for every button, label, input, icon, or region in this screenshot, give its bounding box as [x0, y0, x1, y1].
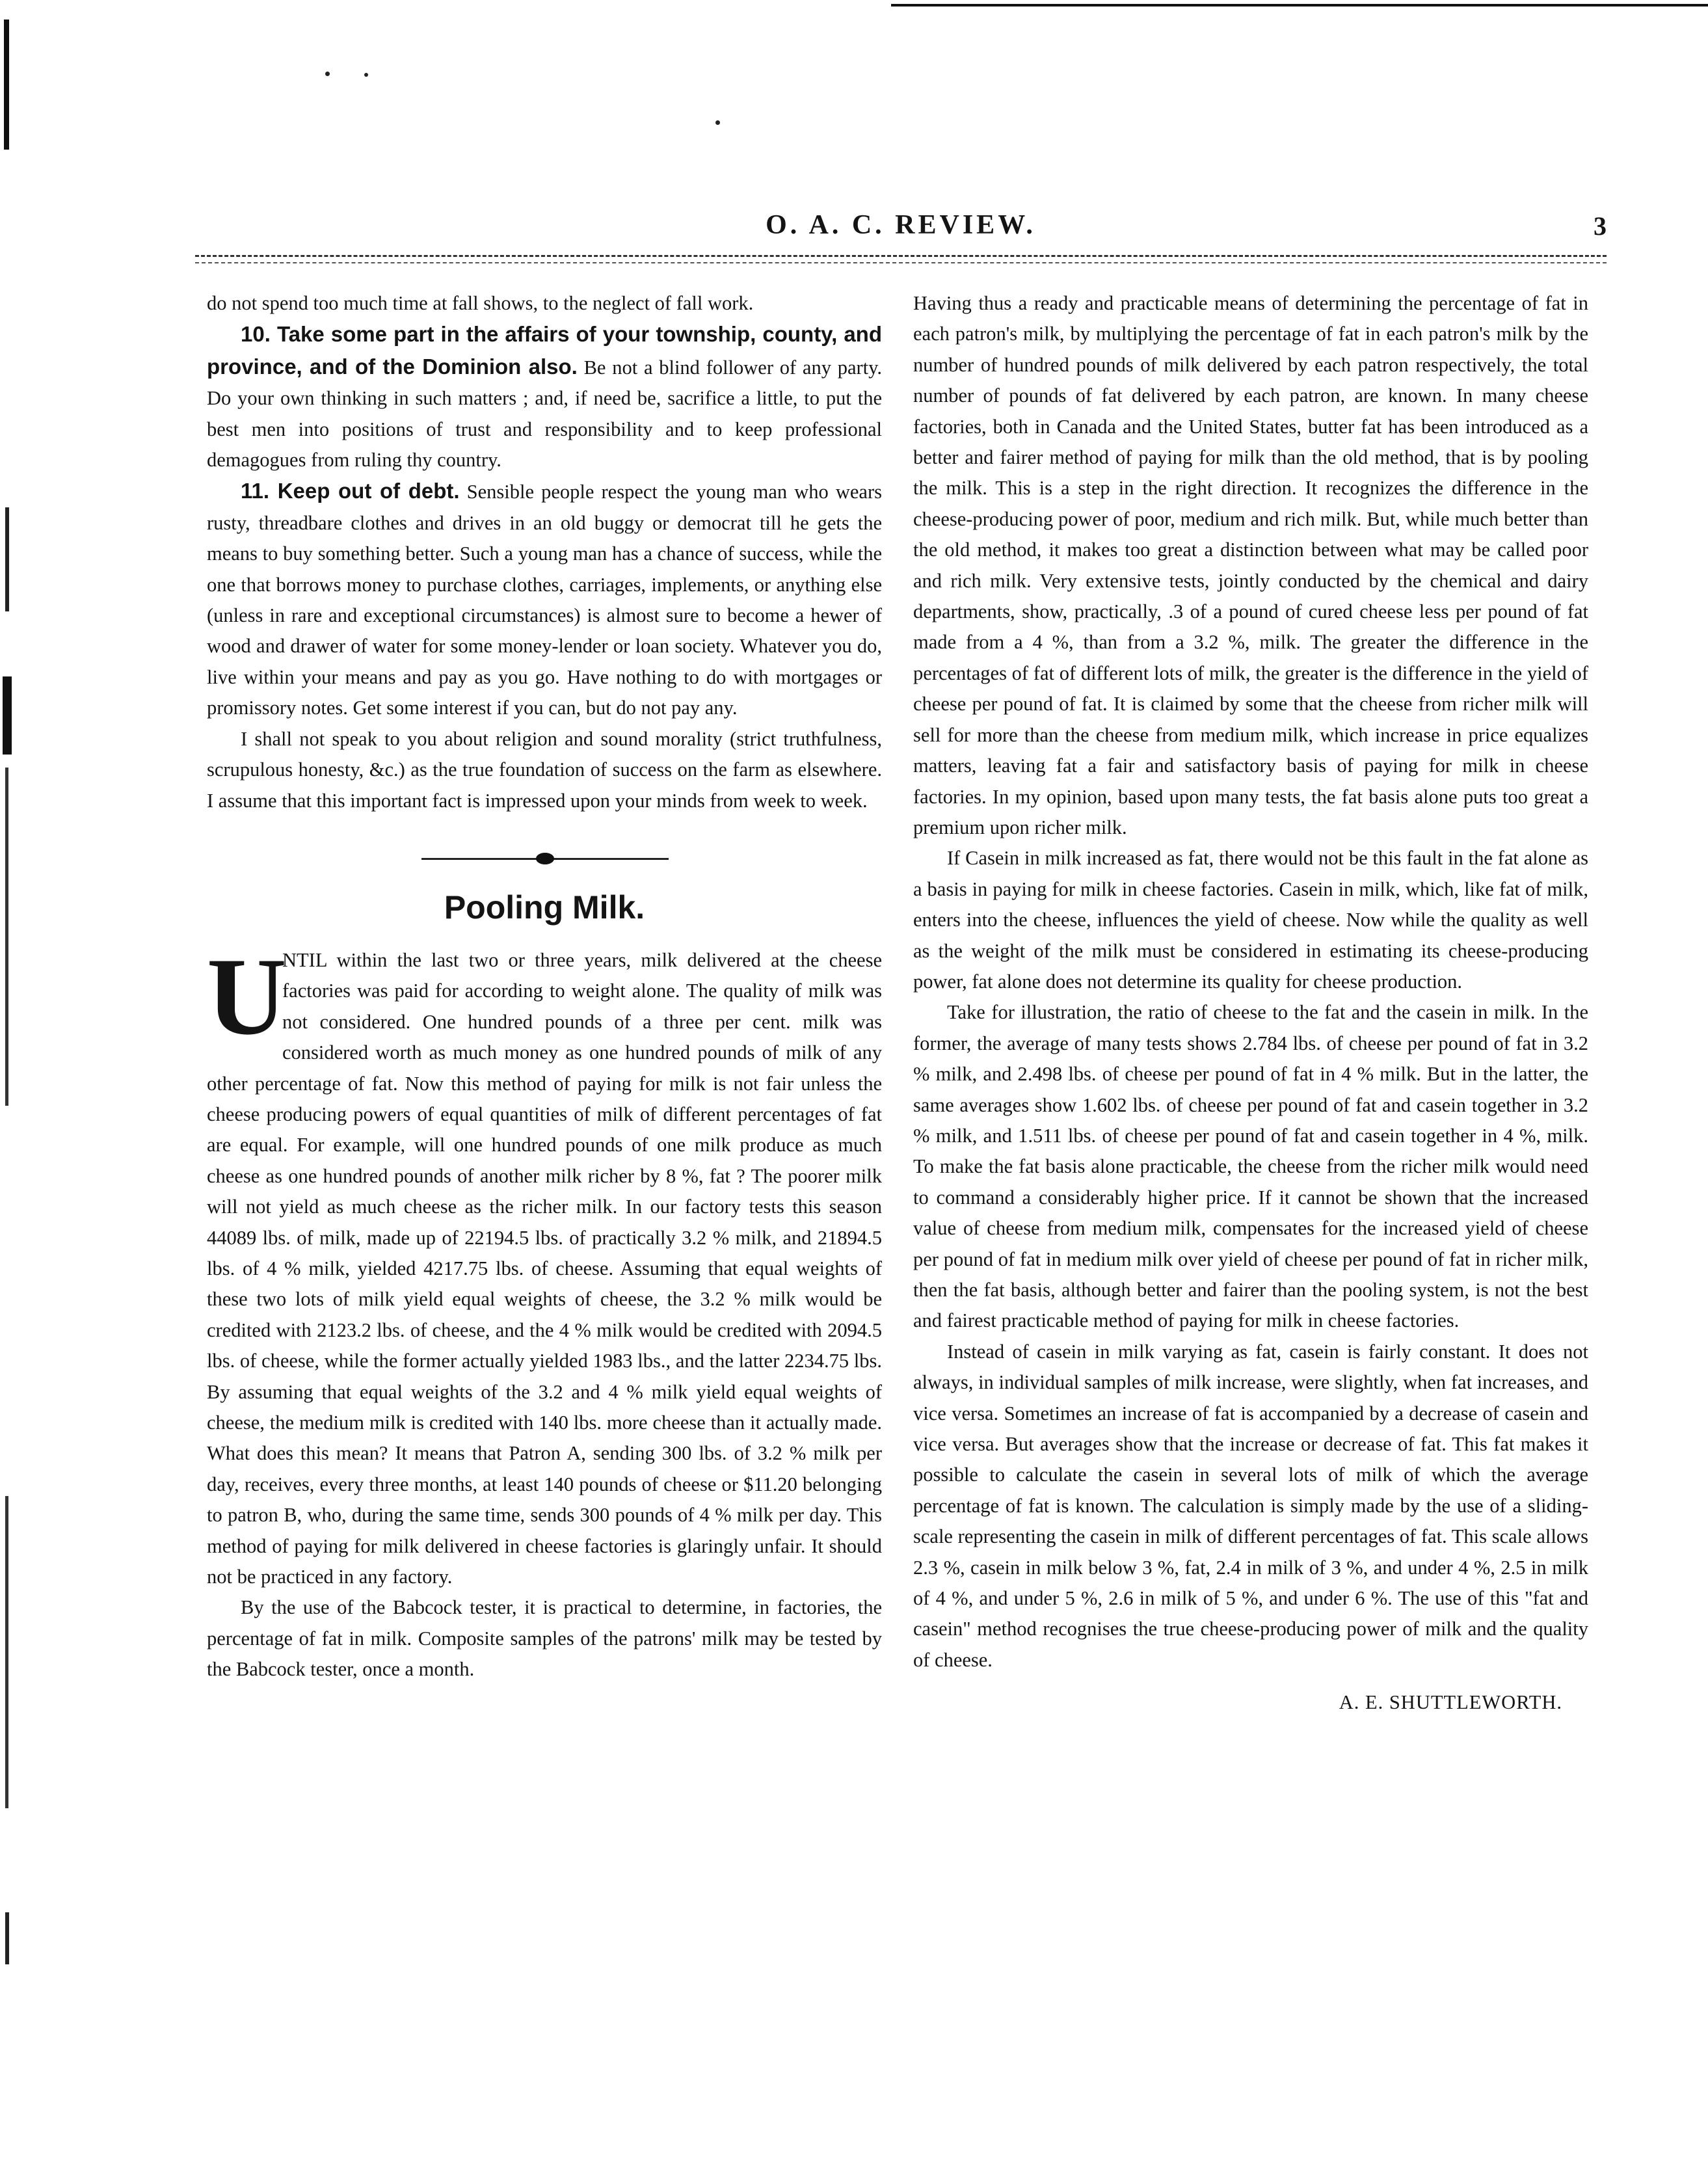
- drop-cap: U: [207, 935, 287, 1058]
- edge-mark: [5, 768, 8, 1106]
- paragraph: do not spend too much time at fall shows, to the neglect of fall work.: [207, 292, 754, 314]
- speck: [325, 72, 330, 76]
- paragraph: I shall not speak to you about religion and sound morality (strict truthfulness, scrupulous honesty, &c.) as the true foundation of success on the farm as elsewhere. I assume that this important fact is impressed upon your minds from week to week.: [207, 727, 882, 812]
- edge-mark: [4, 20, 9, 150]
- numbered-point-10: [207, 319, 882, 475]
- page-number: 3: [1594, 211, 1607, 241]
- header-rule: [195, 255, 1607, 263]
- running-header: [195, 209, 1607, 248]
- point-heading: 11. Keep out of debt.: [241, 479, 460, 503]
- top-border-rule: [891, 4, 1708, 7]
- point-body: Be not a blind follower of any party. Do your own thinking in such matters ; and, if need be, sacrifice a little, to put the best men into positions of trust and responsibility and to keep professional demagogues from ruling thy country.: [207, 356, 883, 472]
- paragraph: Take for illustration, the ratio of cheese to the fat and the casein in milk. In the former, the average of many tests shows 2.784 lbs. of cheese per pound of fat in 3.2 % milk, and 2.498 lbs. of cheese per pound of fat in 4 % milk. But in the latter, the same averages show 1.602 lbs. of cheese per pound of fat and casein together in 3.2 % milk, and 1.511 lbs. of cheese per pound of fat and casein together in 4 %, milk. To make the fat basis alone practicable, the cheese from the richer milk would need to command a considerably higher price. If it cannot be shown that the increased value of cheese from medium milk, compensates for the increased yield of cheese per pound of fat in medium milk over yield of cheese per pound of fat in richer milk, then the fat basis, although better and fairer than the pooling system, is not the best and fairest practicable method of paying for milk in cheese factories.: [913, 1001, 1588, 1332]
- divider-dot: [536, 853, 554, 864]
- speck: [364, 73, 368, 77]
- journal-title: O. A. C. REVIEW.: [766, 210, 1036, 240]
- article-title: Pooling Milk.: [444, 889, 645, 926]
- edge-mark: [5, 507, 9, 611]
- paragraph-text: NTIL within the last two or three years, milk delivered at the cheese factories was paid for according to weight alone. The quality of milk was not considered. One hundred pounds of a three per cent. milk was considered worth as much money as one hundred pounds of milk of any other percentage of fat. Now this method of paying for milk is not fair unless the cheese producing powers of equal quantities of milk of different percentages of fat are equal. For example, will one hundred pounds of one milk produce as much cheese as one hundred pounds of another milk richer by 8 %, fat ? The poorer milk will not yield as much cheese as the richer milk. In our factory tests this season 44089 lbs. of milk, made up of 22194.5 lbs. of practically 3.2 % milk, and 21894.5 lbs. of 4 % milk, yielded 4217.75 lbs. of cheese. Assuming that equal weights of these two lots of milk yield equal weights of cheese, the 3.2 % milk would be credited with 2123.2 lbs. of cheese, and the 4 % milk would be credited with 2094.5 lbs. of cheese, while the former actually yielded 1983 lbs., and the latter 2234.75 lbs. By assuming that equal weights of the 3.2 and 4 % milk yield equal weights of cheese, the medium milk is credited with 140 lbs. more cheese than it actually made. What does this mean? It means that Patron A, sending 300 lbs. of 3.2 % milk per day, receives, every three months, at least 140 pounds of cheese or $11.20 belonging to patron B, who, during the same time, sends 300 pounds of 4 % milk per day. This method of paying for milk delivered in cheese factories is glaringly unfair. It should not be practiced in any factory.: [207, 948, 882, 1588]
- article-opening-paragraph: [207, 935, 882, 1593]
- numbered-point-11: [207, 475, 882, 723]
- right-column: [913, 288, 1588, 1718]
- left-column: [207, 288, 882, 1685]
- edge-mark: [5, 1912, 9, 1964]
- paragraph: Instead of casein in milk varying as fat, casein is fairly constant. It does not always, in individual samples of milk increase, were slightly, when fat increases, and vice versa. Sometimes an increase of fat is accompanied by a decrease of casein and vice versa. But averages show that the increase or decrease of fat. This fat makes it possible to calculate the casein in several lots of milk of which the average percentage of fat is known. The calculation is simply made by the use of a sliding-scale representing the casein in milk of different percentages of fat. This scale allows 2.3 %, casein in milk below 3 %, fat, 2.4 in milk of 3 %, and under 4 %, 2.5 in milk of 4 %, and under 5 %, 2.6 in milk of 5 %, and under 6 %. The use of this "fat and casein" method recognises the true cheese-producing power of milk and the quality of cheese.: [913, 1340, 1588, 1671]
- paragraph: By the use of the Babcock tester, it is practical to determine, in factories, the percentage of fat in milk. Composite samples of the patrons' milk may be tested by the Babcock tester, once a month.: [207, 1596, 882, 1681]
- author-byline: A. E. SHUTTLEWORTH.: [1339, 1691, 1562, 1714]
- scan-edge-marks: [0, 0, 12, 2179]
- point-body: Sensible people respect the young man who wears rusty, threadbare clothes and drives in an old buggy or democrat till he gets the means to buy something better. Such a young man has a chance of success, while the one that borrows money to purchase clothes, carriages, implements, or anything else (unless in rare and exceptional circumstances) is almost sure to become a hewer of wood and drawer of water for some money-lender or loan society. Whatever you do, live within your means and pay as you go. Have nothing to do with mortgages or promissory notes. Get some interest if you can, but do not pay any.: [207, 481, 882, 719]
- section-divider-ornament: [207, 841, 882, 877]
- edge-mark: [3, 676, 12, 755]
- point-heading: 10. Take some part in the affairs of your township, county, and province, and of the Dominion also.: [207, 322, 882, 379]
- paragraph: Having thus a ready and practicable means of determining the percentage of fat in each patron's milk, by multiplying the percentage of fat in each patron's milk by the number of hundred pounds of milk delivered by each patron respectively, the total number of pounds of fat delivered by each patron, are known. In many cheese factories, both in Canada and the United States, butter fat has been introduced as a better and fairer method of paying for milk than the old method, that is by pooling the milk. This is a step in the right direction. It recognizes the difference in the cheese-producing power of poor, medium and rich milk. But, while much better than the old method, it makes too great a distinction between what may be called poor and rich milk. Very extensive tests, jointly conducted by the chemical and dairy departments, show, practically, .3 of a pound of cured cheese less per pound of fat made from a 4 %, than from a 3.2 %, milk. The greater the difference in the percentages of fat of different lots of milk, the greater is the difference in the yield of cheese per pound of fat. It is claimed by some that the cheese from richer milk will sell for more than the cheese from medium milk, which increase in price equalizes matters, leaving fat a fair and satisfactory basis of paying for milk in cheese factories. In my opinion, based upon many tests, the fat basis alone puts too great a premium upon richer milk.: [913, 292, 1588, 838]
- edge-mark: [5, 1496, 8, 1808]
- speck: [715, 120, 720, 125]
- paragraph: If Casein in milk increased as fat, there would not be this fault in the fat alone as a basis in paying for milk in cheese factories. Casein in milk, which, like fat of milk, enters into the cheese, influences the yield of cheese. Now while the quality as well as the weight of the milk must be considered in estimating its cheese-producing power, fat alone does not determine its quality for cheese production.: [913, 847, 1588, 993]
